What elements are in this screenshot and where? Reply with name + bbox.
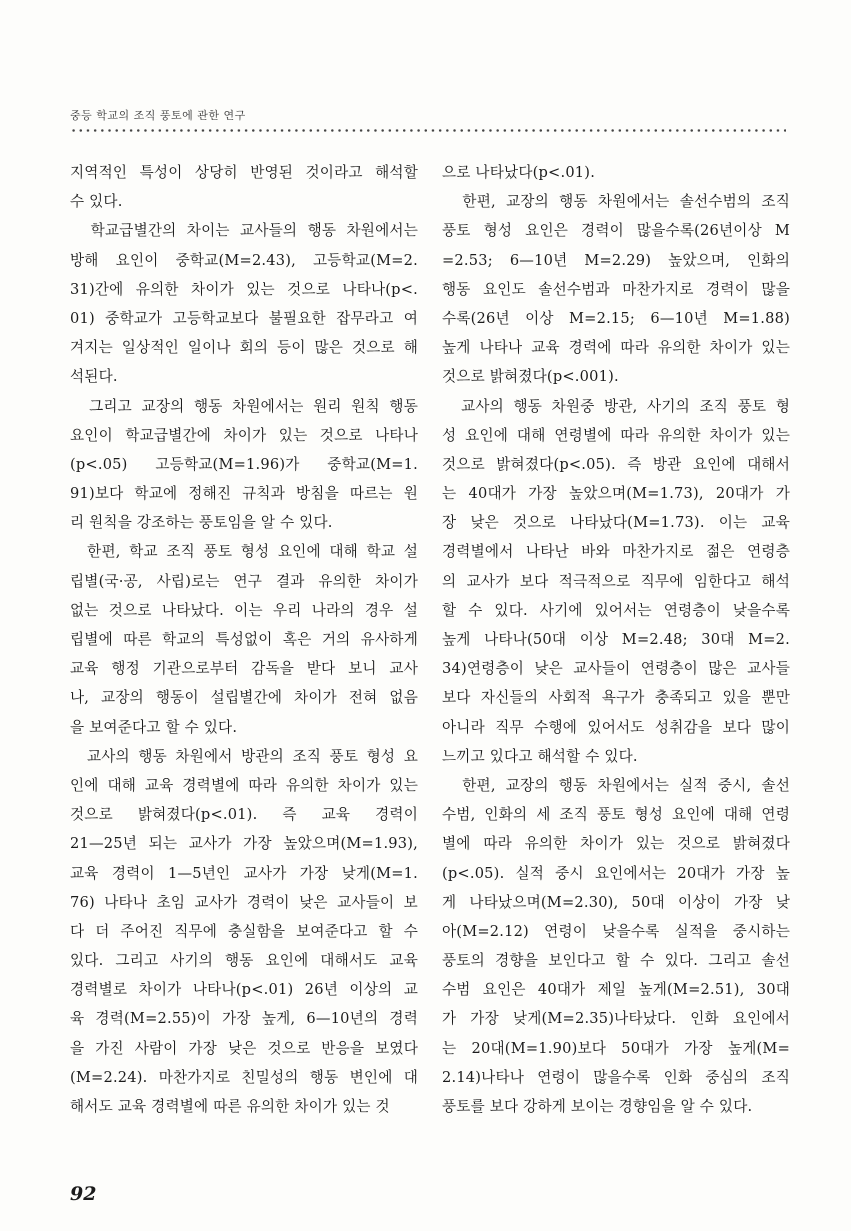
text-line: 수범 요인은 40대가 제일 높게(M=2.51), 30대 [442, 981, 790, 999]
dotted-rule [70, 128, 786, 133]
text-line: 다 더 주어진 직무에 충실함을 보여준다고 할 수 [70, 922, 418, 940]
text-line: 교사의 행동 차원에서 방관의 조직 풍토 형성 요 [70, 747, 418, 765]
text-line: (p<.05) 고등학교(M=1.96)가 중학교(M=1. [70, 455, 418, 473]
text-line: 한편, 교장의 행동 차원에서는 솔선수범의 조직 [442, 193, 790, 211]
text-line: 풍토 형성 요인은 경력이 많을수록(26년이상 M [442, 222, 790, 240]
text-line: 경력별로 차이가 나타나(p<.01) 26년 이상의 교 [70, 981, 418, 999]
text-line: 것으로 밝혀졌다(p<.05). 즉 방관 요인에 대해서 [442, 455, 790, 473]
text-line: 할 수 있다. 사기에 있어서는 연령층이 낮을수록 [442, 601, 790, 619]
text-line: 을 보여준다고 할 수 있다. [70, 718, 238, 736]
text-line: 풍토의 경향을 보인다고 할 수 있다. 그리고 솔선 [442, 952, 790, 970]
text-line: 해서도 교육 경력별에 따른 유의한 차이가 있는 것 [70, 1098, 390, 1115]
text-line: 행동 요인도 솔선수범과 마찬가지로 경력이 많을 [442, 280, 790, 298]
running-header: 중등 학교의 조직 풍토에 관한 연구 [70, 109, 246, 122]
text-line: 장 낮은 것으로 나타났다(M=1.73). 이는 교육 [442, 514, 790, 532]
text-line: 34)연령층이 낮은 교사들이 연령층이 많은 교사들 [442, 660, 790, 678]
text-line: 수범, 인화의 세 조직 풍토 형성 요인에 대해 연령 [442, 806, 790, 824]
text-line: 아니라 직무 수행에 있어서도 성취감을 보다 많이 [442, 718, 790, 736]
text-line: 31)간에 유의한 차이가 있는 것으로 나타나(p<. [70, 280, 418, 298]
text-line: 수록(26년 이상 M=2.15; 6—10년 M=1.88) [442, 309, 790, 327]
text-line: 의 교사가 보다 적극적으로 직무에 임한다고 해석 [442, 572, 790, 590]
text-line: 학교급별간의 차이는 교사들의 행동 차원에서는 [70, 222, 418, 240]
text-line: 성 요인에 대해 연령별에 따라 유의한 차이가 있는 [442, 426, 790, 444]
text-line: 경력별에서 나타난 바와 마찬가지로 젊은 연령층 [442, 543, 790, 561]
text-line: 보다 자신들의 사회적 욕구가 충족되고 있을 뿐만 [442, 689, 790, 707]
text-line: =2.53; 6—10년 M=2.29) 높았으며, 인화의 [442, 251, 790, 269]
text-line: (M=2.24). 마찬가지로 친밀성의 행동 변인에 대 [70, 1068, 418, 1086]
text-line: 립별(국·공, 사립)로는 연구 결과 유의한 차이가 [70, 572, 418, 590]
text-line: 요인이 학교급별간에 차이가 있는 것으로 나타나 [70, 426, 418, 444]
text-line: 지역적인 특성이 상당히 반영된 것이라고 해석할 [70, 164, 418, 181]
right-column [442, 158, 790, 1121]
text-line: 별에 따라 유의한 차이가 있는 것으로 밝혀졌다 [442, 835, 790, 853]
text-line: 을 가진 사람이 가장 낮은 것으로 반응을 보였다 [70, 1039, 418, 1057]
text-line: 아(M=2.12) 연령이 낮을수록 실적을 중시하는 [442, 922, 790, 940]
text-line: 교육 경력이 1—5년인 교사가 가장 낮게(M=1. [70, 864, 418, 882]
text-line: 느끼고 있다고 해석할 수 있다. [442, 747, 638, 765]
text-line: 육 경력(M=2.55)이 가장 높게, 6—10년의 경력 [70, 1010, 418, 1028]
left-column [70, 158, 418, 1121]
text-line: 것으로 밝혀졌다(p<.01). 즉 교육 경력이 [70, 806, 418, 824]
text-line: 수 있다. [70, 193, 123, 211]
text-line: 석된다. [70, 368, 118, 386]
text-line: 겨지는 일상적인 일이나 회의 등이 많은 것으로 해 [70, 339, 418, 357]
text-line: 풍토를 보다 강하게 보이는 경향임을 알 수 있다. [442, 1098, 753, 1115]
text-line: 는 20대(M=1.90)보다 50대가 가장 높게(M= [442, 1039, 790, 1057]
text-line: (p<.05). 실적 중시 요인에서는 20대가 가장 높 [442, 864, 790, 882]
text-line: 가 가장 낮게(M=2.35)나타났다. 인화 요인에서 [442, 1010, 790, 1028]
text-line: 그리고 교장의 행동 차원에서는 원리 원칙 행동 [70, 397, 418, 415]
text-line: 2.14)나타나 연령이 많을수록 인화 중심의 조직 [442, 1068, 790, 1086]
text-line: 리 원칙을 강조하는 풍토임을 알 수 있다. [70, 514, 333, 532]
text-line: 인에 대해 교육 경력별에 따라 유의한 차이가 있는 [70, 776, 418, 794]
text-line: 한편, 교장의 행동 차원에서는 실적 중시, 솔선 [442, 776, 790, 794]
text-line: 으로 나타났다(p<.01). [442, 164, 596, 181]
text-line: 있다. 그리고 사기의 행동 요인에 대해서도 교육 [70, 952, 418, 970]
text-line: 없는 것으로 나타났다. 이는 우리 나라의 경우 설 [70, 601, 418, 619]
text-line: 는 40대가 가장 높았으며(M=1.73), 20대가 가 [442, 485, 790, 503]
text-line: 01) 중학교가 고등학교보다 불필요한 잡무라고 여 [70, 309, 418, 327]
text-line: 것으로 밝혀졌다(p<.001). [442, 368, 619, 386]
text-line: 교사의 행동 차원중 방관, 사기의 조직 풍토 형 [442, 397, 790, 415]
text-line: 립별에 따른 학교의 특성없이 혹은 거의 유사하게 [70, 631, 418, 648]
text-line: 게 나타났으며(M=2.30), 50대 이상이 가장 낮 [442, 893, 790, 911]
text-line: 91)보다 학교에 정해진 규칙과 방침을 따르는 원 [70, 485, 418, 503]
text-line: 교육 행정 기관으로부터 감독을 받다 보니 교사 [70, 660, 418, 678]
text-line: 한편, 학교 조직 풍토 형성 요인에 대해 학교 설 [70, 543, 418, 561]
page-number: 92 [70, 1183, 97, 1205]
text-line: 나, 교장의 행동이 설립별간에 차이가 전혀 없음 [70, 689, 418, 707]
text-line: 21—25년 되는 교사가 가장 높았으며(M=1.93), [70, 835, 418, 853]
text-line: 76) 나타나 초임 교사가 경력이 낮은 교사들이 보 [70, 893, 418, 911]
text-line: 높게 나타나(50대 이상 M=2.48; 30대 M=2. [442, 631, 790, 648]
text-line: 방해 요인이 중학교(M=2.43), 고등학교(M=2. [70, 251, 418, 269]
text-line: 높게 나타나 교육 경력에 따라 유의한 차이가 있는 [442, 339, 790, 357]
